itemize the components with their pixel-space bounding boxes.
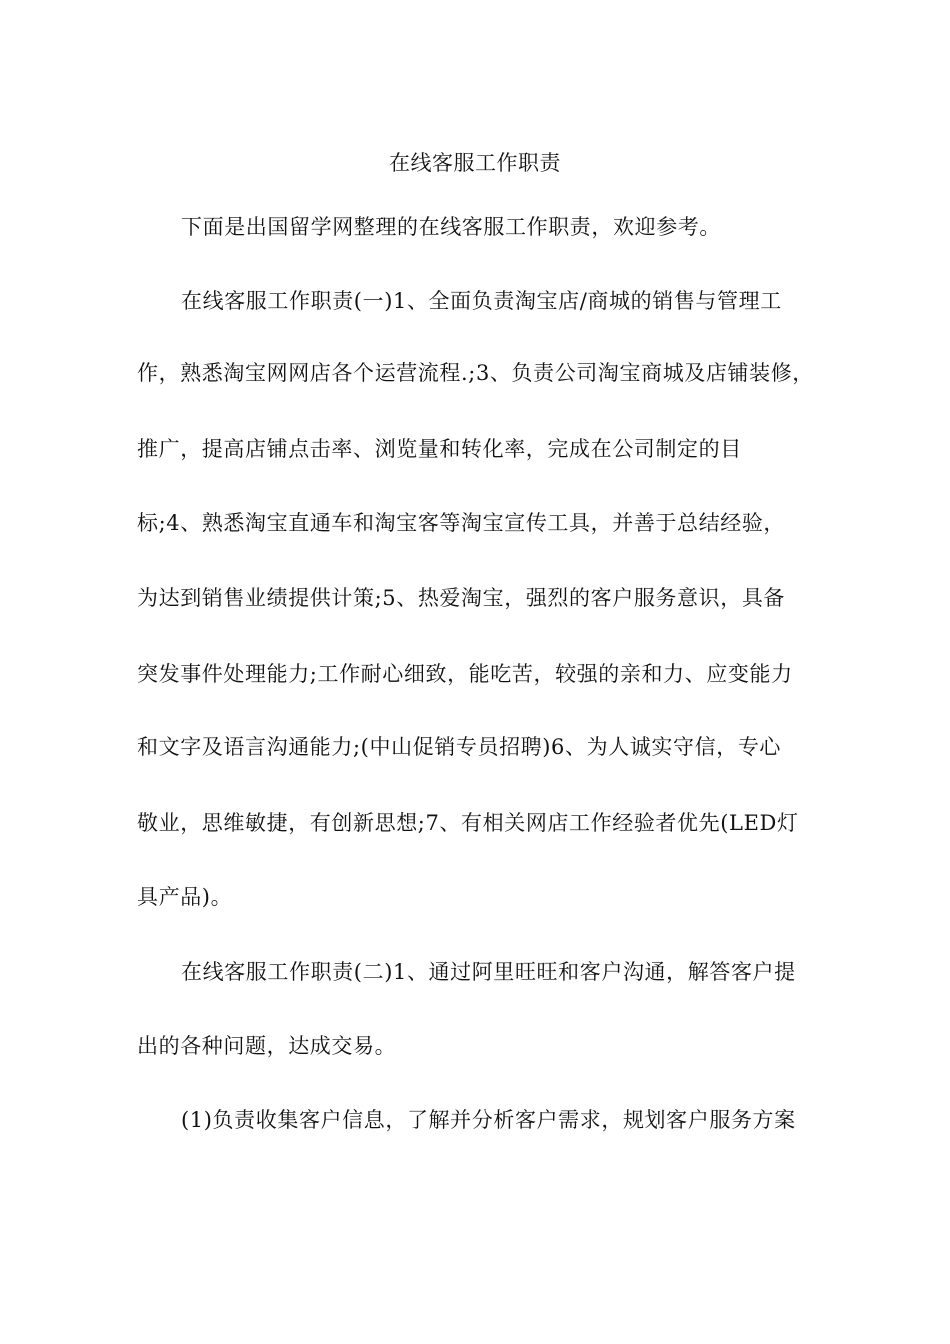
paragraph-line: 具产品)。 (137, 885, 233, 909)
paragraph-line: 在线客服工作职责(二)1、通过阿里旺旺和客户沟通，解答客户提 (181, 960, 796, 984)
paragraph-line: 推广，提高店铺点击率、浏览量和转化率，完成在公司制定的目 (137, 437, 742, 461)
paragraph-line: 作，熟悉淘宝网网店各个运营流程.;3、负责公司淘宝商城及店铺装修， (137, 361, 814, 385)
paragraph-line: (1)负责收集客户信息，了解并分析客户需求，规划客户服务方案 (181, 1108, 796, 1132)
paragraph-line: 下面是出国留学网整理的在线客服工作职责，欢迎参考。 (181, 215, 721, 239)
paragraph-line: 出的各种问题，达成交易。 (137, 1034, 397, 1058)
paragraph-line: 在线客服工作职责(一)1、全面负责淘宝店/商城的销售与管理工 (181, 289, 782, 313)
paragraph-line: 为达到销售业绩提供计策;5、热爱淘宝，强烈的客户服务意识，具备 (137, 586, 786, 610)
paragraph-line: 敬业，思维敏捷，有创新思想;7、有相关网店工作经验者优先(LED灯 (137, 811, 799, 835)
paragraph-line: 突发事件处理能力;工作耐心细致，能吃苦，较强的亲和力、应变能力 (137, 662, 793, 686)
paragraph-line: 标;4、熟悉淘宝直通车和淘宝客等淘宝宣传工具，并善于总结经验， (137, 511, 786, 535)
document-title: 在线客服工作职责 (389, 151, 561, 175)
paragraph-line: 和文字及语言沟通能力;(中山促销专员招聘)6、为人诚实守信，专心 (137, 735, 782, 759)
